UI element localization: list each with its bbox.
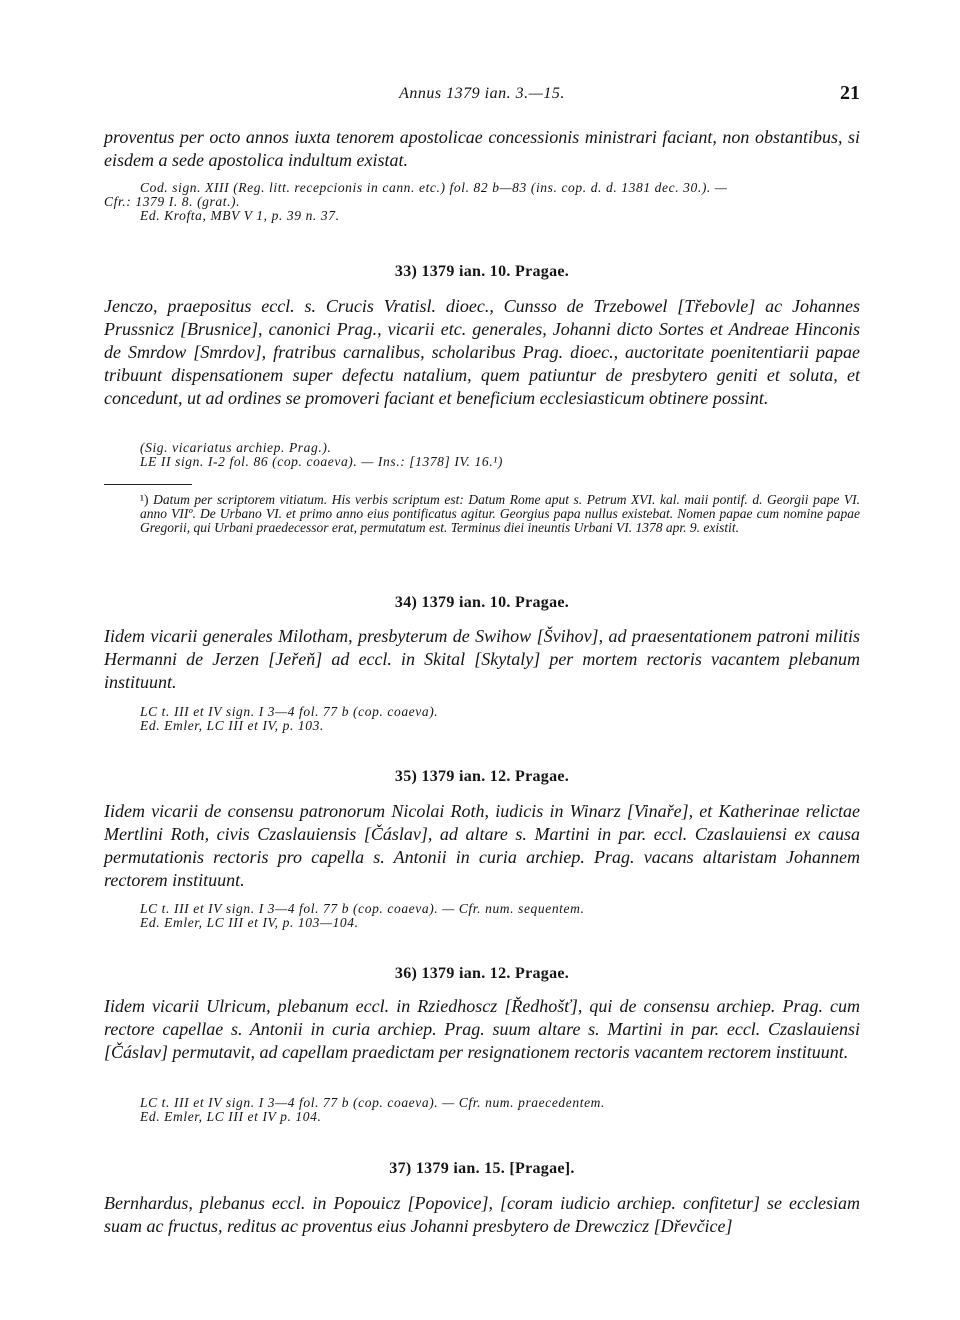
entry-heading: 33) 1379 ian. 10. Pragae. (394, 263, 570, 280)
entry-text-block (104, 295, 860, 410)
source-line: Ed. Emler, LC III et IV, p. 103. (140, 718, 324, 733)
entry-heading: 34) 1379 ian. 10. Pragae. (394, 594, 570, 611)
continuation-paragraph (104, 126, 860, 172)
entry-text: Iidem vicarii de consensu patronorum Nicolai Roth, iudicis in Winarz [Vinaře], et Katherinae relictae Mertlini Roth, civis Czaslauiensis [Čáslav], ad altare s. Martini in par. eccl. Czaslauiensi ex causa permutationis rectoris pro capella s. Antonii in curia archiep. Prag. vacans altaristam Johannem rectorem instituunt. (104, 801, 860, 890)
entry-text: Jenczo, praepositus eccl. s. Crucis Vratisl. dioec., Cunsso de Trzebowel [Třebovle] ac Johannes Prussnicz [Brusnice], canonici Prag., vicarii etc. generales, Johanni dicto Sortes et Andreae Hinconis de Smrdow [Smrdov], fratribus carnalibus, scholaribus Prag. dioec., auctoritate poenitentiarii papae tribuunt dispensationem super defectu natalium, quem patiuntur de presbytero geniti et soluta, et concedunt, ut ad ordines se promoveri faciant et beneficium ecclesiasticum obtinere possint. (104, 296, 860, 408)
entry-heading: 36) 1379 ian. 12. Pragae. (394, 965, 570, 982)
entry-text-block (104, 995, 860, 1064)
source-line: Cod. sign. XIII (Reg. litt. recepcionis in cann. etc.) fol. 82 b—83 (ins. cop. d. d. 1381 dec. 30.). — (140, 180, 728, 195)
entry-text-block (104, 800, 860, 892)
entry-source (104, 1096, 860, 1124)
source-line: LC t. III et IV sign. I 3—4 fol. 77 b (cop. coaeva). (140, 704, 439, 719)
page-number: 21 (840, 82, 860, 104)
source-line: Ed. Emler, LC III et IV p. 104. (140, 1109, 322, 1124)
entry-text-block (104, 1192, 860, 1238)
continuation-text: proventus per octo annos iuxta tenorem apostolicae concessionis ministrari faciant, non obstantibus, si eisdem a sede apostolica indultum existat. (104, 127, 860, 170)
entry-text-block (104, 625, 860, 694)
source-line: Ed. Krofta, MBV V 1, p. 39 n. 37. (140, 208, 340, 223)
entry-text: Iidem vicarii generales Milotham, presbyterum de Swihow [Švihov], ad praesentationem patroni militis Hermanni de Jerzen [Jeřeň] ad eccl. in Skital [Skytaly] per mortem rectoris vacantem plebanum instituunt. (104, 626, 860, 692)
footnote (104, 493, 860, 535)
entry-heading: 35) 1379 ian. 12. Pragae. (394, 768, 570, 785)
entry-heading: 37) 1379 ian. 15. [Pragae]. (389, 1160, 575, 1177)
running-title: Annus 1379 ian. 3.—15. (399, 85, 565, 102)
source-line: LC t. III et IV sign. I 3—4 fol. 77 b (cop. coaeva). — Cfr. num. sequentem. (140, 901, 585, 916)
footnote-rule (104, 484, 192, 485)
entry-text: Iidem vicarii Ulricum, plebanum eccl. in Rziedhoscz [Ředhošť], qui de consensu archiep. Prag. cum rectore capellae s. Antonii in curia archiep. Prag. suum altare s. Martini in par. eccl. Czaslauiensi [Čáslav] permutavit, ad capellam praedictam per resignationem rectoris vacantem rectorem instituunt. (104, 996, 860, 1062)
source-line: Cfr.: 1379 I. 8. (grat.). (104, 194, 241, 209)
source-line: LE II sign. I-2 fol. 86 (cop. coaeva). — Ins.: [1378] IV. 16.¹) (140, 454, 503, 469)
entry-source (104, 441, 860, 469)
running-head (104, 82, 860, 106)
source-line: Ed. Emler, LC III et IV, p. 103—104. (140, 915, 359, 930)
entry-source (104, 705, 860, 733)
entry-source (104, 902, 860, 930)
footnote-text: Datum per scriptorem vitiatum. His verbis scriptum est: Datum Rome aput s. Petrum XVI. kal. maii pontif. d. Georgii pape VI. anno VIIº. De Urbano VI. et primo anno eius pontificatus agitur. Georgius papa nullus existebat. Nomen papae cum nomine papae Gregorii, qui Urbani praedecessor erat, permutatum est. Terminus diei ineuntis Urbani VI. 1378 apr. 9. existit. (140, 492, 861, 535)
source-line: LC t. III et IV sign. I 3—4 fol. 77 b (cop. coaeva). — Cfr. num. praecedentem. (140, 1095, 605, 1110)
footnote-marker: ¹) (140, 492, 149, 507)
source-line: (Sig. vicariatus archiep. Prag.). (140, 440, 332, 455)
entry-text: Bernhardus, plebanus eccl. in Popouicz [Popovice], [coram iudicio archiep. confitetur] se ecclesiam suam ac fructus, reditus ac proventus eius Johanni presbytero de Drewczicz [Dřevčice] (104, 1193, 860, 1236)
continuation-source (104, 181, 860, 223)
